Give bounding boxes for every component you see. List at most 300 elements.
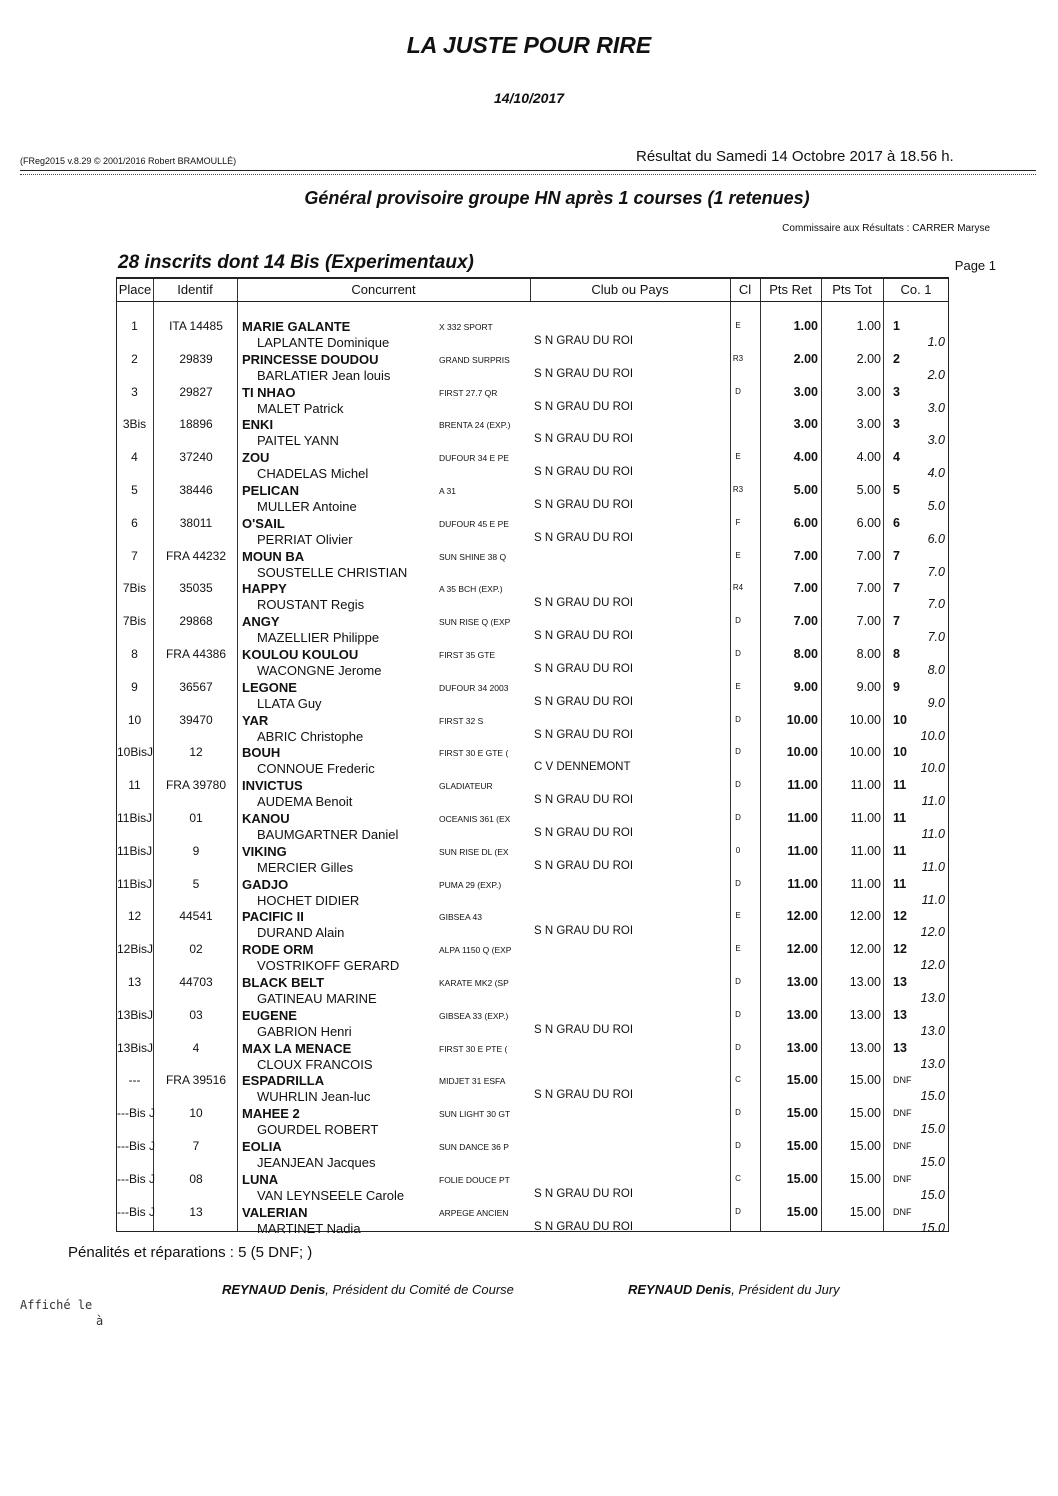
place: ---Bis J bbox=[117, 1171, 155, 1186]
points-retained: 13.00 bbox=[786, 1007, 818, 1022]
ident: 29827 bbox=[179, 384, 213, 399]
ident: FRA 44386 bbox=[165, 646, 227, 661]
points-retained: 12.00 bbox=[786, 942, 818, 957]
race1-rank: 11 bbox=[893, 843, 907, 858]
race1-rank: DNF bbox=[893, 1108, 912, 1119]
points-total: 15.00 bbox=[849, 1171, 881, 1186]
club-name: S N GRAU DU ROI bbox=[534, 1023, 634, 1036]
club-name: C V DENNEMONT bbox=[534, 761, 631, 774]
race1-rank: 12 bbox=[893, 942, 907, 957]
place: 10BisJ bbox=[117, 745, 154, 760]
boat-name: TI NHAO bbox=[242, 384, 296, 400]
col-header-club: Club ou Pays bbox=[591, 282, 669, 297]
ident: 36567 bbox=[179, 679, 213, 694]
club-name: S N GRAU DU ROI bbox=[534, 597, 634, 610]
points-total: 15.00 bbox=[849, 1204, 881, 1219]
place: 13 bbox=[127, 974, 142, 989]
ranking-subtitle: Général provisoire groupe HN après 1 courses (1 retenues) bbox=[304, 188, 810, 208]
class: E bbox=[735, 944, 741, 954]
boat-model: SUN DANCE 36 P bbox=[439, 1141, 509, 1152]
skipper-name: GOURDEL ROBERT bbox=[257, 1122, 379, 1138]
place: 5 bbox=[131, 482, 138, 497]
boat-model: A 35 BCH (EXP.) bbox=[439, 584, 503, 595]
club-name: S N GRAU DU ROI bbox=[534, 695, 634, 708]
points-total: 7.00 bbox=[856, 614, 881, 629]
place: 12BisJ bbox=[117, 942, 154, 957]
race1-points: 11.0 bbox=[921, 892, 945, 907]
points-retained: 7.00 bbox=[793, 614, 818, 629]
skipper-name: GATINEAU MARINE bbox=[257, 990, 377, 1006]
table-row bbox=[117, 841, 948, 874]
table-row bbox=[117, 1103, 948, 1136]
place: 7 bbox=[131, 548, 138, 563]
points-retained: 15.00 bbox=[786, 1171, 818, 1186]
place: 11BisJ bbox=[117, 843, 153, 858]
table-row bbox=[117, 939, 948, 972]
skipper-name: AUDEMA Benoit bbox=[257, 794, 353, 810]
boat-name: MARIE GALANTE bbox=[242, 319, 351, 334]
place: 2 bbox=[131, 351, 138, 366]
race1-points: 10.0 bbox=[920, 728, 945, 743]
race1-rank: DNF bbox=[893, 1075, 912, 1086]
race1-points: 15.0 bbox=[920, 1154, 945, 1169]
class: 0 bbox=[735, 845, 741, 855]
boat-model: GIBSEA 43 bbox=[439, 912, 482, 923]
table-row bbox=[117, 480, 948, 513]
boat-name: RODE ORM bbox=[242, 942, 314, 958]
table-row bbox=[117, 578, 948, 611]
entries-count: 28 inscrits dont 14 Bis (Experimentaux) bbox=[118, 252, 474, 273]
table-row bbox=[117, 349, 948, 382]
points-total: 12.00 bbox=[849, 909, 881, 924]
ident: 5 bbox=[192, 876, 200, 891]
points-total: 12.00 bbox=[849, 942, 881, 957]
boat-name: ENKI bbox=[242, 417, 274, 433]
boat-name: MAHEE 2 bbox=[242, 1106, 300, 1122]
boat-model: ALPA 1150 Q (EXP bbox=[439, 945, 512, 956]
boat-name: ESPADRILLA bbox=[242, 1073, 325, 1089]
class: R3 bbox=[732, 353, 744, 363]
table-body bbox=[117, 316, 948, 1234]
class: E bbox=[735, 321, 741, 330]
race1-rank: 4 bbox=[893, 450, 900, 465]
club-name: S N GRAU DU ROI bbox=[534, 466, 634, 479]
points-total: 15.00 bbox=[849, 1106, 881, 1121]
software-credit: (FReg2015 v.8.29 © 2001/2016 Robert BRAMOULLÉ) bbox=[20, 156, 237, 166]
boat-model: SUN LIGHT 30 GT bbox=[439, 1109, 511, 1120]
place: --- bbox=[128, 1073, 141, 1088]
class: D bbox=[735, 976, 741, 986]
place: 7Bis bbox=[122, 614, 147, 629]
points-total: 13.00 bbox=[849, 1040, 881, 1055]
club-name: S N GRAU DU ROI bbox=[534, 335, 634, 347]
boat-model: SUN RISE DL (EX bbox=[439, 846, 509, 857]
col-header-pts-tot: Pts Tot bbox=[832, 282, 872, 297]
skipper-name: CONNOUE Frederic bbox=[257, 761, 375, 777]
race1-rank: 13 bbox=[893, 1007, 907, 1022]
class: D bbox=[735, 616, 741, 626]
table-row bbox=[117, 972, 948, 1005]
table-row bbox=[117, 1038, 948, 1071]
club-name: S N GRAU DU ROI bbox=[534, 400, 634, 413]
boat-model: X 332 SPORT bbox=[439, 322, 493, 332]
boat-name: BLACK BELT bbox=[242, 974, 325, 990]
place: 1 bbox=[131, 319, 138, 333]
points-retained: 11.00 bbox=[787, 778, 818, 793]
ident: 12 bbox=[189, 745, 203, 760]
skipper-name: VAN LEYNSEELE Carole bbox=[257, 1187, 405, 1203]
place: 3 bbox=[131, 384, 138, 399]
race1-rank: 2 bbox=[893, 351, 900, 366]
boat-name: MOUN BA bbox=[242, 548, 305, 564]
points-total: 15.00 bbox=[849, 1073, 881, 1088]
boat-model: OCEANIS 361 (EX bbox=[439, 813, 511, 824]
points-total: 8.00 bbox=[856, 646, 881, 661]
ident: 44541 bbox=[179, 909, 213, 924]
points-total: 15.00 bbox=[849, 1138, 881, 1153]
posted-at-label: à bbox=[96, 1314, 104, 1328]
boat-name: O'SAIL bbox=[242, 515, 285, 531]
race1-points: 1.0 bbox=[927, 335, 945, 349]
points-total: 11.00 bbox=[850, 876, 881, 891]
race1-points: 12.0 bbox=[920, 958, 945, 973]
ident: 35035 bbox=[179, 581, 213, 596]
class: D bbox=[735, 648, 741, 658]
boat-name: VALERIAN bbox=[242, 1204, 308, 1220]
place: 9 bbox=[131, 679, 138, 694]
boat-model: GIBSEA 33 (EXP.) bbox=[439, 1010, 509, 1021]
points-total: 13.00 bbox=[849, 1007, 881, 1022]
table-row bbox=[117, 546, 948, 579]
points-total: 4.00 bbox=[856, 450, 881, 465]
skipper-name: WACONGNE Jerome bbox=[257, 662, 382, 678]
race1-rank: 11 bbox=[893, 810, 907, 825]
race1-rank: 3 bbox=[893, 417, 900, 432]
skipper-name: MERCIER Gilles bbox=[257, 859, 354, 875]
ident: ITA 14485 bbox=[169, 319, 223, 333]
race1-rank: 6 bbox=[893, 515, 900, 530]
results-table bbox=[116, 277, 949, 1236]
col-header-place: Place bbox=[118, 282, 152, 297]
boat-name: LEGONE bbox=[242, 679, 297, 695]
table-row bbox=[117, 611, 948, 644]
points-retained: 6.00 bbox=[793, 515, 818, 530]
race1-points: 15.0 bbox=[920, 1187, 945, 1202]
class: F bbox=[735, 517, 741, 527]
boat-name: PRINCESSE DOUDOU bbox=[242, 351, 379, 367]
skipper-name: MAZELLIER Philippe bbox=[257, 630, 380, 646]
points-retained: 11.00 bbox=[787, 810, 818, 825]
boat-model: DUFOUR 34 2003 bbox=[439, 682, 509, 693]
race1-points: 15.0 bbox=[920, 1220, 945, 1235]
boat-name: GADJO bbox=[242, 876, 289, 892]
boat-name: LUNA bbox=[242, 1171, 279, 1187]
class: D bbox=[735, 1009, 741, 1019]
club-name: S N GRAU DU ROI bbox=[534, 826, 634, 839]
boat-name: YAR bbox=[242, 712, 269, 728]
points-total: 1.00 bbox=[856, 319, 881, 333]
ident: FRA 39516 bbox=[165, 1073, 227, 1088]
class: E bbox=[735, 550, 741, 560]
boat-model: GLADIATEUR bbox=[439, 781, 493, 792]
boat-model: DUFOUR 45 E PE bbox=[439, 518, 509, 529]
race1-rank: 12 bbox=[893, 909, 907, 924]
table-row bbox=[117, 874, 948, 907]
place: 6 bbox=[131, 515, 138, 530]
col-header-ident: Identif bbox=[177, 282, 213, 297]
points-total: 11.00 bbox=[850, 843, 881, 858]
table-row bbox=[117, 906, 948, 939]
skipper-name: PERRIAT Olivier bbox=[257, 531, 353, 547]
table-row bbox=[117, 1202, 948, 1235]
boat-model: FIRST 30 E PTE ( bbox=[439, 1043, 508, 1054]
table-row bbox=[117, 382, 948, 415]
table-row bbox=[117, 1169, 948, 1202]
race1-rank: 7 bbox=[893, 614, 900, 629]
points-total: 7.00 bbox=[856, 581, 881, 596]
table-row bbox=[117, 414, 948, 447]
points-retained: 11.00 bbox=[787, 876, 818, 891]
points-total: 10.00 bbox=[849, 712, 881, 727]
ident: 01 bbox=[189, 810, 203, 825]
header-rule bbox=[20, 170, 1036, 171]
race1-rank: DNF bbox=[893, 1140, 912, 1151]
class: D bbox=[735, 812, 741, 822]
skipper-name: PAITEL YANN bbox=[257, 433, 339, 449]
boat-model: ARPEGE ANCIEN bbox=[439, 1207, 509, 1218]
place: 11BisJ bbox=[117, 876, 153, 891]
ident: 29839 bbox=[179, 351, 213, 366]
ident: 38011 bbox=[179, 515, 213, 530]
skipper-name: BARLATIER Jean louis bbox=[257, 367, 391, 383]
place: ---Bis J bbox=[117, 1106, 155, 1121]
penalties-line: Pénalités et réparations : 5 (5 DNF; ) bbox=[68, 1244, 313, 1261]
result-timestamp: Résultat du Samedi 14 Octobre 2017 à 18.56 h. bbox=[636, 148, 954, 165]
points-retained: 12.00 bbox=[786, 909, 818, 924]
points-retained: 13.00 bbox=[786, 974, 818, 989]
club-name: S N GRAU DU ROI bbox=[534, 630, 634, 643]
race1-points: 10.0 bbox=[920, 761, 945, 776]
place: 7Bis bbox=[122, 581, 147, 596]
points-total: 7.00 bbox=[856, 548, 881, 563]
points-retained: 15.00 bbox=[786, 1138, 818, 1153]
skipper-name: MALET Patrick bbox=[257, 400, 344, 416]
posted-on-label: Affiché le bbox=[20, 1298, 93, 1312]
race1-rank: 3 bbox=[893, 384, 900, 399]
points-retained: 11.00 bbox=[787, 843, 818, 858]
table-row bbox=[117, 742, 948, 775]
club-name: S N GRAU DU ROI bbox=[534, 531, 634, 544]
table-row bbox=[117, 1136, 948, 1169]
class: E bbox=[735, 452, 741, 462]
ident: 4 bbox=[192, 1040, 200, 1055]
place: 13BisJ bbox=[117, 1007, 154, 1022]
class: D bbox=[735, 386, 741, 396]
boat-name: ZOU bbox=[242, 450, 270, 466]
skipper-name: ROUSTANT Regis bbox=[257, 597, 365, 613]
skipper-name: SOUSTELLE CHRISTIAN bbox=[257, 564, 408, 580]
boat-model: DUFOUR 34 E PE bbox=[439, 453, 509, 464]
skipper-name: GABRION Henri bbox=[257, 1023, 352, 1039]
skipper-name: MULLER Antoine bbox=[257, 498, 357, 514]
points-retained: 10.00 bbox=[786, 745, 818, 760]
race1-points: 12.0 bbox=[920, 925, 945, 940]
boat-model: FOLIE DOUCE PT bbox=[439, 1174, 510, 1185]
boat-model: FIRST 35 GTE bbox=[439, 649, 496, 660]
points-retained: 13.00 bbox=[786, 1040, 818, 1055]
points-retained: 4.00 bbox=[793, 450, 818, 465]
race1-points: 6.0 bbox=[927, 531, 945, 546]
sig2-name: REYNAUD Denis bbox=[628, 1282, 732, 1297]
club-name: S N GRAU DU ROI bbox=[534, 1220, 634, 1233]
ident: 08 bbox=[189, 1171, 203, 1186]
race1-rank: 10 bbox=[893, 745, 907, 760]
table-row bbox=[117, 316, 948, 349]
club-name: S N GRAU DU ROI bbox=[534, 433, 634, 446]
race1-points: 13.0 bbox=[920, 990, 945, 1005]
club-name: S N GRAU DU ROI bbox=[534, 1089, 634, 1102]
race1-rank: 8 bbox=[893, 646, 900, 661]
place: 3Bis bbox=[122, 417, 147, 432]
points-total: 11.00 bbox=[850, 778, 881, 793]
class: R3 bbox=[732, 484, 744, 494]
boat-name: KANOU bbox=[242, 810, 290, 826]
race-committee-signature bbox=[222, 1282, 514, 1297]
ident: 13 bbox=[189, 1204, 203, 1219]
boat-name: BOUH bbox=[242, 745, 281, 761]
race1-rank: 11 bbox=[893, 876, 907, 891]
points-retained: 1.00 bbox=[793, 319, 818, 333]
boat-name: HAPPY bbox=[242, 581, 287, 597]
ident: 7 bbox=[192, 1138, 200, 1153]
boat-model: PUMA 29 (EXP.) bbox=[439, 879, 502, 890]
points-total: 11.00 bbox=[850, 810, 881, 825]
boat-model: SUN SHINE 38 Q bbox=[439, 551, 507, 562]
boat-name: INVICTUS bbox=[242, 778, 303, 794]
boat-model: A 31 bbox=[439, 485, 457, 496]
points-retained: 15.00 bbox=[786, 1204, 818, 1219]
race1-rank: 13 bbox=[893, 974, 907, 989]
skipper-name: LLATA Guy bbox=[257, 695, 322, 711]
class: R4 bbox=[732, 583, 744, 593]
club-name: S N GRAU DU ROI bbox=[534, 925, 634, 938]
event-date: 14/10/2017 bbox=[493, 90, 565, 106]
table-row bbox=[117, 447, 948, 480]
race1-rank: 7 bbox=[893, 548, 900, 563]
race1-rank: 5 bbox=[893, 482, 900, 497]
place: ---Bis J bbox=[117, 1204, 155, 1219]
points-total: 3.00 bbox=[856, 384, 881, 399]
class: D bbox=[735, 1206, 741, 1216]
boat-name: EOLIA bbox=[242, 1138, 282, 1154]
race1-points: 9.0 bbox=[927, 695, 945, 710]
place: 13BisJ bbox=[117, 1040, 154, 1055]
table-row bbox=[117, 1070, 948, 1103]
race1-points: 15.0 bbox=[920, 1122, 945, 1137]
boat-model: SUN RISE Q (EXP bbox=[439, 617, 511, 628]
race1-points: 3.0 bbox=[927, 400, 945, 415]
table-header bbox=[117, 279, 948, 302]
ident: 03 bbox=[189, 1007, 203, 1022]
race1-points: 8.0 bbox=[927, 662, 945, 677]
points-retained: 5.00 bbox=[793, 482, 818, 497]
document-title: LA JUSTE POUR RIRE bbox=[406, 32, 652, 58]
skipper-name: VOSTRIKOFF GERARD bbox=[257, 958, 400, 974]
commissioner-line: Commissaire aux Résultats : CARRER Maryse bbox=[782, 223, 990, 234]
table-row bbox=[117, 808, 948, 841]
club-name: S N GRAU DU ROI bbox=[534, 859, 634, 872]
boat-name: MAX LA MENACE bbox=[242, 1040, 352, 1056]
points-retained: 8.00 bbox=[793, 646, 818, 661]
col-header-pts-ret: Pts Ret bbox=[769, 282, 812, 297]
race1-points: 2.0 bbox=[927, 367, 945, 382]
ident: 02 bbox=[189, 942, 203, 957]
ident: FRA 39780 bbox=[165, 778, 227, 793]
boat-name: ANGY bbox=[242, 614, 280, 630]
ident: 18896 bbox=[179, 417, 213, 432]
points-retained: 15.00 bbox=[786, 1073, 818, 1088]
place: 11 bbox=[128, 778, 141, 793]
ident: 37240 bbox=[179, 450, 213, 465]
table-row bbox=[117, 1005, 948, 1038]
boat-model: FIRST 30 E GTE ( bbox=[439, 748, 509, 759]
boat-model: GRAND SURPRIS bbox=[439, 354, 510, 365]
boat-model: BRENTA 24 (EXP.) bbox=[439, 420, 511, 431]
class: E bbox=[735, 681, 741, 691]
points-retained: 7.00 bbox=[793, 581, 818, 596]
ident: FRA 44232 bbox=[165, 548, 227, 563]
points-retained: 15.00 bbox=[786, 1106, 818, 1121]
page-number: Page 1 bbox=[954, 258, 996, 273]
race1-points: 11.0 bbox=[921, 859, 945, 874]
club-name: S N GRAU DU ROI bbox=[534, 662, 634, 675]
place: ---Bis J bbox=[117, 1138, 155, 1153]
col-header-cl: Cl bbox=[738, 282, 752, 297]
table-row bbox=[117, 775, 948, 808]
class: D bbox=[735, 780, 741, 790]
class: D bbox=[735, 878, 741, 888]
col-header-concurrent: Concurrent bbox=[351, 282, 416, 297]
race1-points: 13.0 bbox=[920, 1056, 945, 1071]
race1-rank: 9 bbox=[893, 679, 900, 694]
header-rule-dotted bbox=[20, 174, 1036, 175]
skipper-name: CLOUX FRANCOIS bbox=[257, 1056, 373, 1072]
col-header-co1: Co. 1 bbox=[900, 282, 932, 297]
class: D bbox=[735, 1108, 741, 1118]
table-row bbox=[117, 513, 948, 546]
boat-model: FIRST 32 S bbox=[439, 715, 484, 726]
points-total: 5.00 bbox=[856, 482, 881, 497]
points-total: 10.00 bbox=[849, 745, 881, 760]
race1-rank: DNF bbox=[893, 1173, 912, 1184]
race1-rank: 10 bbox=[893, 712, 907, 727]
class: D bbox=[735, 1140, 741, 1150]
boat-name: PACIFIC II bbox=[242, 909, 304, 925]
class: D bbox=[735, 1042, 741, 1052]
race1-points: 11.0 bbox=[921, 794, 945, 809]
points-total: 6.00 bbox=[856, 515, 881, 530]
sig1-name: REYNAUD Denis bbox=[222, 1282, 326, 1297]
ident: 9 bbox=[192, 843, 200, 858]
race1-rank: 11 bbox=[893, 778, 907, 793]
jury-signature bbox=[628, 1282, 840, 1297]
points-total: 3.00 bbox=[856, 417, 881, 432]
race1-points: 13.0 bbox=[920, 1023, 945, 1038]
points-total: 9.00 bbox=[856, 679, 881, 694]
race1-rank: 7 bbox=[893, 581, 900, 596]
race1-points: 7.0 bbox=[927, 597, 945, 612]
ident: 29868 bbox=[179, 614, 213, 629]
